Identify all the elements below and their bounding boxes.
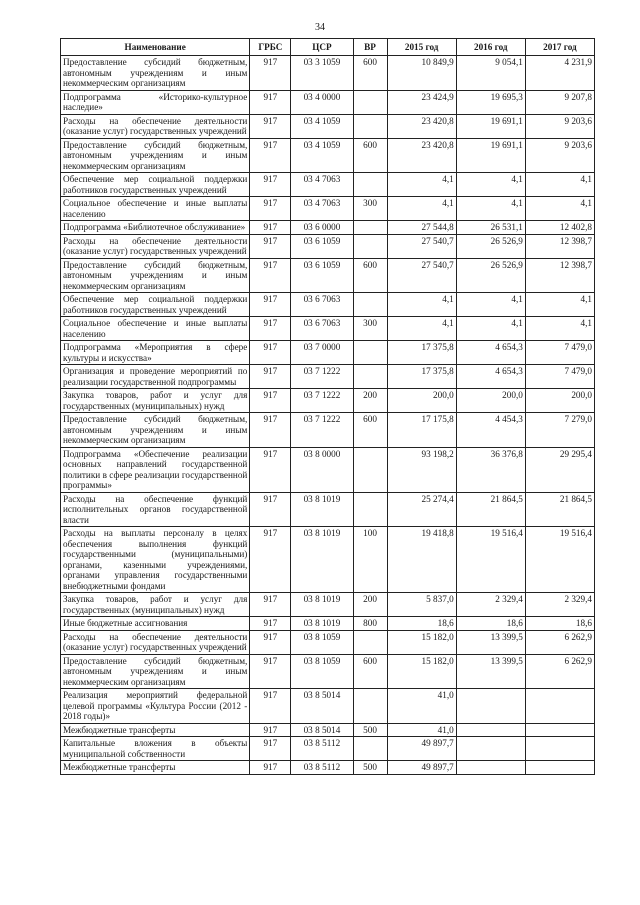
cell-2015: 17 375,8 xyxy=(387,341,456,365)
table-row xyxy=(61,56,595,91)
cell-vr: 300 xyxy=(353,317,387,341)
table-row xyxy=(61,90,595,114)
cell-csr: 03 6 0000 xyxy=(291,221,353,235)
cell-2015: 4,1 xyxy=(387,173,456,197)
table-row xyxy=(61,234,595,258)
header-2016: 2016 год xyxy=(456,39,525,56)
cell-vr: 500 xyxy=(353,723,387,737)
cell-2016 xyxy=(456,737,525,761)
table-row xyxy=(61,737,595,761)
cell-grbs: 917 xyxy=(250,221,291,235)
cell-2015: 17 175,8 xyxy=(387,413,456,448)
cell-name: Расходы на выплаты персоналу в целях обеспечения выполнения функций государственными (муниципальными) органами, казенными учреждениями, органами управления государственными внебюджетными фондами xyxy=(61,527,250,593)
cell-name: Закупка товаров, работ и услуг для государственных (муниципальных) нужд xyxy=(61,389,250,413)
cell-name: Капитальные вложения в объекты муниципальной собственности xyxy=(61,737,250,761)
cell-2017: 7 479,0 xyxy=(525,365,594,389)
cell-grbs: 917 xyxy=(250,114,291,138)
cell-csr: 03 4 1059 xyxy=(291,114,353,138)
cell-name: Обеспечение мер социальной поддержки работников государственных учреждений xyxy=(61,173,250,197)
cell-2015: 27 540,7 xyxy=(387,234,456,258)
cell-2016: 26 531,1 xyxy=(456,221,525,235)
header-grbs: ГРБС xyxy=(250,39,291,56)
cell-csr: 03 8 0000 xyxy=(291,447,353,492)
table-row xyxy=(61,689,595,724)
cell-name: Подпрограмма «Библиотечное обслуживание» xyxy=(61,221,250,235)
cell-2016: 2 329,4 xyxy=(456,593,525,617)
cell-2017: 12 398,7 xyxy=(525,258,594,293)
cell-grbs: 917 xyxy=(250,593,291,617)
cell-2015: 19 418,8 xyxy=(387,527,456,593)
cell-2016: 18,6 xyxy=(456,617,525,631)
cell-grbs: 917 xyxy=(250,173,291,197)
cell-2015: 5 837,0 xyxy=(387,593,456,617)
page-number: 34 xyxy=(315,22,325,33)
cell-grbs: 917 xyxy=(250,737,291,761)
cell-2016: 4 654,3 xyxy=(456,341,525,365)
table-row xyxy=(61,654,595,689)
cell-grbs: 917 xyxy=(250,258,291,293)
cell-grbs: 917 xyxy=(250,197,291,221)
header-name: Наименование xyxy=(61,39,250,56)
cell-2015: 15 182,0 xyxy=(387,630,456,654)
cell-vr xyxy=(353,114,387,138)
cell-2015: 23 424,9 xyxy=(387,90,456,114)
cell-csr: 03 7 0000 xyxy=(291,341,353,365)
cell-2016: 4,1 xyxy=(456,173,525,197)
cell-2015: 23 420,8 xyxy=(387,114,456,138)
table-row xyxy=(61,413,595,448)
cell-2015: 41,0 xyxy=(387,723,456,737)
budget-table xyxy=(60,38,595,775)
cell-2015: 27 544,8 xyxy=(387,221,456,235)
cell-grbs: 917 xyxy=(250,317,291,341)
cell-2016: 200,0 xyxy=(456,389,525,413)
cell-vr xyxy=(353,492,387,527)
table-row xyxy=(61,617,595,631)
cell-vr: 800 xyxy=(353,617,387,631)
cell-2016: 21 864,5 xyxy=(456,492,525,527)
cell-vr xyxy=(353,447,387,492)
cell-name: Социальное обеспечение и иные выплаты населению xyxy=(61,197,250,221)
cell-2016 xyxy=(456,689,525,724)
cell-2017: 21 864,5 xyxy=(525,492,594,527)
cell-2016: 26 526,9 xyxy=(456,234,525,258)
cell-grbs: 917 xyxy=(250,689,291,724)
cell-2015: 27 540,7 xyxy=(387,258,456,293)
cell-2015: 200,0 xyxy=(387,389,456,413)
cell-csr: 03 8 5014 xyxy=(291,723,353,737)
cell-name: Реализация мероприятий федеральной целевой программы «Культура России (2012 - 2018 годы)» xyxy=(61,689,250,724)
cell-2017 xyxy=(525,737,594,761)
cell-vr xyxy=(353,630,387,654)
cell-csr: 03 8 1059 xyxy=(291,654,353,689)
table-row xyxy=(61,173,595,197)
cell-2015: 4,1 xyxy=(387,197,456,221)
cell-2015: 4,1 xyxy=(387,293,456,317)
cell-vr: 300 xyxy=(353,197,387,221)
cell-grbs: 917 xyxy=(250,56,291,91)
table-row xyxy=(61,630,595,654)
cell-csr: 03 8 1019 xyxy=(291,527,353,593)
cell-csr: 03 7 1222 xyxy=(291,365,353,389)
cell-2015: 23 420,8 xyxy=(387,138,456,173)
cell-2016: 4,1 xyxy=(456,197,525,221)
cell-vr: 200 xyxy=(353,593,387,617)
cell-2016: 13 399,5 xyxy=(456,630,525,654)
cell-name: Предоставление субсидий бюджетным, автономным учреждениям и иным некоммерческим организациям xyxy=(61,258,250,293)
table-header-row xyxy=(61,39,595,56)
cell-name: Социальное обеспечение и иные выплаты населению xyxy=(61,317,250,341)
cell-vr xyxy=(353,234,387,258)
cell-2016: 4 654,3 xyxy=(456,365,525,389)
header-2015: 2015 год xyxy=(387,39,456,56)
cell-2017: 12 398,7 xyxy=(525,234,594,258)
cell-grbs: 917 xyxy=(250,617,291,631)
cell-name: Подпрограмма «Мероприятия в сфере культуры и искусства» xyxy=(61,341,250,365)
cell-2016: 13 399,5 xyxy=(456,654,525,689)
cell-2016: 26 526,9 xyxy=(456,258,525,293)
cell-vr xyxy=(353,173,387,197)
cell-name: Обеспечение мер социальной поддержки работников государственных учреждений xyxy=(61,293,250,317)
cell-name: Предоставление субсидий бюджетным, автономным учреждениям и иным некоммерческим организациям xyxy=(61,654,250,689)
table-row xyxy=(61,527,595,593)
header-vr: ВР xyxy=(353,39,387,56)
cell-csr: 03 7 1222 xyxy=(291,413,353,448)
header-csr: ЦСР xyxy=(291,39,353,56)
cell-2017: 7 479,0 xyxy=(525,341,594,365)
cell-2017: 4,1 xyxy=(525,317,594,341)
cell-name: Организация и проведение мероприятий по реализации государственной подпрограммы xyxy=(61,365,250,389)
table-row xyxy=(61,114,595,138)
cell-grbs: 917 xyxy=(250,234,291,258)
cell-grbs: 917 xyxy=(250,492,291,527)
cell-2017: 6 262,9 xyxy=(525,630,594,654)
table-row xyxy=(61,723,595,737)
cell-csr: 03 6 7063 xyxy=(291,293,353,317)
cell-2017: 29 295,4 xyxy=(525,447,594,492)
table-row xyxy=(61,365,595,389)
cell-2017: 18,6 xyxy=(525,617,594,631)
table-row xyxy=(61,593,595,617)
cell-2016: 4,1 xyxy=(456,317,525,341)
cell-2017: 19 516,4 xyxy=(525,527,594,593)
cell-2017: 6 262,9 xyxy=(525,654,594,689)
cell-2015: 25 274,4 xyxy=(387,492,456,527)
cell-2017: 4,1 xyxy=(525,293,594,317)
cell-2017: 12 402,8 xyxy=(525,221,594,235)
cell-csr: 03 8 1019 xyxy=(291,492,353,527)
cell-name: Подпрограмма «Обеспечение реализации основных направлений государственной политики в сфере реализации государственной программы» xyxy=(61,447,250,492)
cell-2017: 4,1 xyxy=(525,173,594,197)
cell-name: Иные бюджетные ассигнования xyxy=(61,617,250,631)
cell-grbs: 917 xyxy=(250,654,291,689)
table-row xyxy=(61,138,595,173)
cell-2015: 17 375,8 xyxy=(387,365,456,389)
table-row xyxy=(61,761,595,775)
table-body xyxy=(61,56,595,775)
table-row xyxy=(61,447,595,492)
cell-name: Расходы на обеспечение деятельности (оказание услуг) государственных учреждений xyxy=(61,630,250,654)
cell-2015: 49 897,7 xyxy=(387,761,456,775)
cell-csr: 03 3 1059 xyxy=(291,56,353,91)
cell-2017 xyxy=(525,689,594,724)
cell-csr: 03 6 1059 xyxy=(291,258,353,293)
cell-vr xyxy=(353,689,387,724)
cell-vr xyxy=(353,341,387,365)
cell-2015: 10 849,9 xyxy=(387,56,456,91)
cell-vr: 600 xyxy=(353,56,387,91)
cell-vr: 600 xyxy=(353,258,387,293)
table-row xyxy=(61,492,595,527)
table-row xyxy=(61,341,595,365)
cell-csr: 03 8 5112 xyxy=(291,761,353,775)
cell-2015: 4,1 xyxy=(387,317,456,341)
cell-vr: 600 xyxy=(353,138,387,173)
cell-2017: 9 203,6 xyxy=(525,114,594,138)
table-row xyxy=(61,389,595,413)
cell-grbs: 917 xyxy=(250,630,291,654)
cell-2017: 4 231,9 xyxy=(525,56,594,91)
table-row xyxy=(61,197,595,221)
cell-name: Предоставление субсидий бюджетным, автономным учреждениям и иным некоммерческим организациям xyxy=(61,56,250,91)
cell-name: Предоставление субсидий бюджетным, автономным учреждениям и иным некоммерческим организациям xyxy=(61,138,250,173)
cell-2016: 9 054,1 xyxy=(456,56,525,91)
cell-grbs: 917 xyxy=(250,413,291,448)
cell-csr: 03 8 5014 xyxy=(291,689,353,724)
cell-csr: 03 4 7063 xyxy=(291,197,353,221)
cell-csr: 03 8 5112 xyxy=(291,737,353,761)
cell-grbs: 917 xyxy=(250,90,291,114)
table-row xyxy=(61,258,595,293)
cell-name: Закупка товаров, работ и услуг для государственных (муниципальных) нужд xyxy=(61,593,250,617)
cell-vr xyxy=(353,221,387,235)
cell-2017: 2 329,4 xyxy=(525,593,594,617)
cell-2017: 200,0 xyxy=(525,389,594,413)
cell-2016: 36 376,8 xyxy=(456,447,525,492)
cell-csr: 03 8 1059 xyxy=(291,630,353,654)
cell-vr: 200 xyxy=(353,389,387,413)
cell-name: Предоставление субсидий бюджетным, автономным учреждениям и иным некоммерческим организациям xyxy=(61,413,250,448)
cell-vr xyxy=(353,365,387,389)
cell-name: Межбюджетные трансферты xyxy=(61,723,250,737)
cell-csr: 03 6 7063 xyxy=(291,317,353,341)
cell-csr: 03 6 1059 xyxy=(291,234,353,258)
cell-2015: 93 198,2 xyxy=(387,447,456,492)
cell-csr: 03 4 7063 xyxy=(291,173,353,197)
cell-2017: 4,1 xyxy=(525,197,594,221)
cell-2017 xyxy=(525,723,594,737)
cell-name: Подпрограмма «Историко-культурное наследие» xyxy=(61,90,250,114)
cell-vr: 500 xyxy=(353,761,387,775)
cell-2016 xyxy=(456,761,525,775)
cell-name: Расходы на обеспечение деятельности (оказание услуг) государственных учреждений xyxy=(61,234,250,258)
cell-2016: 19 691,1 xyxy=(456,138,525,173)
cell-2015: 49 897,7 xyxy=(387,737,456,761)
cell-grbs: 917 xyxy=(250,723,291,737)
cell-name: Расходы на обеспечение функций исполнительных органов государственной власти xyxy=(61,492,250,527)
cell-2015: 41,0 xyxy=(387,689,456,724)
cell-2016: 19 695,3 xyxy=(456,90,525,114)
cell-grbs: 917 xyxy=(250,447,291,492)
table-row xyxy=(61,221,595,235)
cell-2015: 18,6 xyxy=(387,617,456,631)
cell-csr: 03 8 1019 xyxy=(291,593,353,617)
cell-2017: 9 203,6 xyxy=(525,138,594,173)
cell-2016: 4,1 xyxy=(456,293,525,317)
cell-vr: 100 xyxy=(353,527,387,593)
cell-vr: 600 xyxy=(353,413,387,448)
cell-vr xyxy=(353,737,387,761)
cell-csr: 03 4 1059 xyxy=(291,138,353,173)
cell-vr xyxy=(353,90,387,114)
cell-2016: 19 691,1 xyxy=(456,114,525,138)
cell-2017: 9 207,8 xyxy=(525,90,594,114)
cell-grbs: 917 xyxy=(250,389,291,413)
cell-grbs: 917 xyxy=(250,365,291,389)
table-row xyxy=(61,317,595,341)
cell-vr xyxy=(353,293,387,317)
cell-2016 xyxy=(456,723,525,737)
cell-2017 xyxy=(525,761,594,775)
cell-2015: 15 182,0 xyxy=(387,654,456,689)
cell-name: Расходы на обеспечение деятельности (оказание услуг) государственных учреждений xyxy=(61,114,250,138)
cell-vr: 600 xyxy=(353,654,387,689)
cell-grbs: 917 xyxy=(250,138,291,173)
cell-csr: 03 8 1019 xyxy=(291,617,353,631)
cell-grbs: 917 xyxy=(250,293,291,317)
cell-grbs: 917 xyxy=(250,527,291,593)
cell-grbs: 917 xyxy=(250,341,291,365)
cell-2016: 19 516,4 xyxy=(456,527,525,593)
cell-2017: 7 279,0 xyxy=(525,413,594,448)
cell-csr: 03 7 1222 xyxy=(291,389,353,413)
cell-csr: 03 4 0000 xyxy=(291,90,353,114)
cell-name: Межбюджетные трансферты xyxy=(61,761,250,775)
header-2017: 2017 год xyxy=(525,39,594,56)
table-row xyxy=(61,293,595,317)
cell-grbs: 917 xyxy=(250,761,291,775)
cell-2016: 4 454,3 xyxy=(456,413,525,448)
